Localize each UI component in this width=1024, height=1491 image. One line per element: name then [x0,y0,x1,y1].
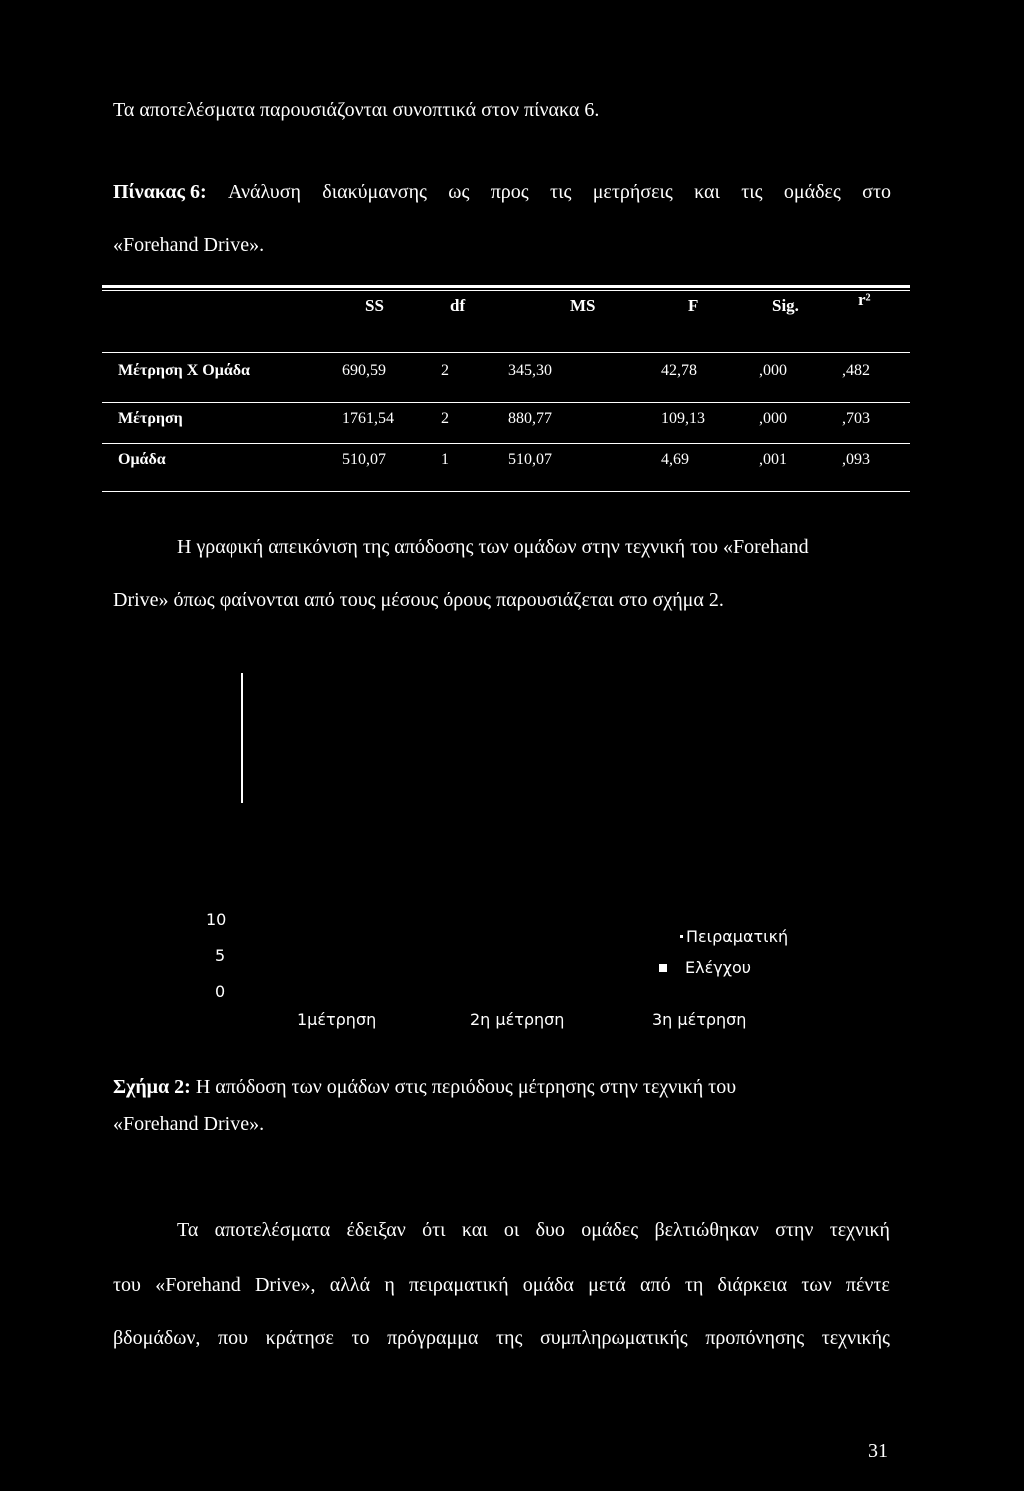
word: συμπληρωματικής [540,1327,688,1349]
word: της [495,1327,523,1349]
y-tick-label: 10 [206,910,227,929]
caption-word: τις [550,181,572,203]
cell-r2: ,703 [842,410,870,427]
cell-ms: 510,07 [508,451,552,468]
row-label: Ομάδα [118,451,166,468]
x-tick-label: 3η μέτρηση [652,1010,747,1029]
cell-sig: ,001 [759,451,787,468]
row-label: Μέτρηση [118,410,183,427]
word: Τα [177,1219,199,1241]
legend-label: Πειραματική [686,927,789,946]
chart-axis-line [241,673,243,803]
row-label: Μέτρηση Χ Ομάδα [118,362,250,379]
header-f: F [688,296,699,315]
caption-word: τις [741,181,763,203]
word: Drive», [254,1274,316,1296]
paragraph-line: Drive» όπως φαίνονται από τους μέσους όρους παρουσιάζεται στο σχήμα 2. [113,589,724,611]
cell-ss: 1761,54 [342,410,394,427]
legend-label: Ελέγχου [685,958,751,977]
table-header-rule [102,352,910,353]
word: μετά [588,1274,626,1296]
cell-df: 1 [441,451,449,468]
word: η [384,1274,395,1296]
caption-word: διακύμανσης [322,181,427,203]
intro-text: Τα αποτελέσματα παρουσιάζονται συνοπτικά στον πίνακα 6. [113,99,600,121]
word: αλλά [329,1274,371,1296]
header-ss: SS [365,296,384,315]
caption-word: προς [490,181,529,203]
cell-f: 109,13 [661,410,705,427]
word: από [640,1274,671,1296]
header-r2: r² [858,290,871,309]
table-row-rule [102,443,910,444]
header-sig: Sig. [772,296,799,315]
figure-caption-label: Σχήμα 2: [113,1076,191,1098]
figure-caption-text: Η απόδοση των ομάδων στις περιόδους μέτρησης στην τεχνική του [195,1076,737,1098]
cell-sig: ,000 [759,410,787,427]
word: πέντε [845,1274,890,1296]
word: πειραματική [409,1274,509,1296]
table-caption [113,180,891,204]
cell-ss: 690,59 [342,362,386,379]
caption-word: στο [862,181,891,203]
figure-caption [113,1075,736,1099]
cell-df: 2 [441,362,449,379]
word: που [218,1327,249,1349]
word: τη [684,1274,704,1296]
word: δυο [535,1219,565,1241]
word: ομάδα [522,1274,574,1296]
y-tick-label: 5 [215,946,226,965]
y-tick-label: 0 [215,982,226,1001]
caption-word: ομάδες [783,181,841,203]
word: στην [775,1219,814,1241]
word: έδειξαν [346,1219,406,1241]
x-tick-label: 2η μέτρηση [470,1010,565,1029]
cell-ms: 880,77 [508,410,552,427]
caption-word: Ανάλυση [227,181,301,203]
word: τεχνική [829,1219,890,1241]
cell-r2: ,482 [842,362,870,379]
paragraph-line [113,1326,890,1350]
word: ότι [422,1219,446,1241]
word: κράτησε [265,1327,334,1349]
word: διάρκεια [717,1274,788,1296]
paragraph-line: Η γραφική απεικόνιση της απόδοσης των ομάδων στην τεχνική του «Forehand [177,536,809,558]
cell-ss: 510,07 [342,451,386,468]
paragraph-line [177,1218,890,1242]
x-tick-label: 1μέτρηση [297,1010,377,1029]
word: ομάδες [581,1219,639,1241]
cell-r2: ,093 [842,451,870,468]
cell-f: 4,69 [661,451,689,468]
table-caption-line2: «Forehand Drive». [113,234,265,256]
table-top-rule [102,285,910,288]
word: πρόγραμμα [387,1327,479,1349]
table-top-rule-thin [102,290,910,291]
cell-f: 42,78 [661,362,697,379]
word: το [351,1327,370,1349]
word: βδομάδων, [113,1327,201,1349]
word: «Forehand [155,1274,241,1296]
word: του [113,1274,141,1296]
cell-ms: 345,30 [508,362,552,379]
word: των [801,1274,832,1296]
cell-sig: ,000 [759,362,787,379]
word: προπόνησης [705,1327,805,1349]
legend-item-control [659,958,751,977]
legend-marker-square [659,964,667,972]
page-number: 31 [868,1440,888,1462]
paragraph-line [113,1273,890,1297]
word: και [461,1219,488,1241]
legend-item-experimental [680,927,788,946]
legend-marker-dot [680,935,683,938]
caption-word: ως [448,181,470,203]
table-caption-label: Πίνακας 6: [113,181,207,203]
header-df: df [450,296,466,315]
word: τεχνικής [821,1327,890,1349]
table-row-rule [102,402,910,403]
header-ms: MS [570,296,596,315]
caption-word: μετρήσεις [592,181,673,203]
word: βελτιώθηκαν [654,1219,759,1241]
table-bottom-rule [102,491,910,492]
word: αποτελέσματα [214,1219,331,1241]
word: οι [503,1219,520,1241]
caption-word: και [694,181,720,203]
figure-caption-line2: «Forehand Drive». [113,1113,265,1135]
cell-df: 2 [441,410,449,427]
